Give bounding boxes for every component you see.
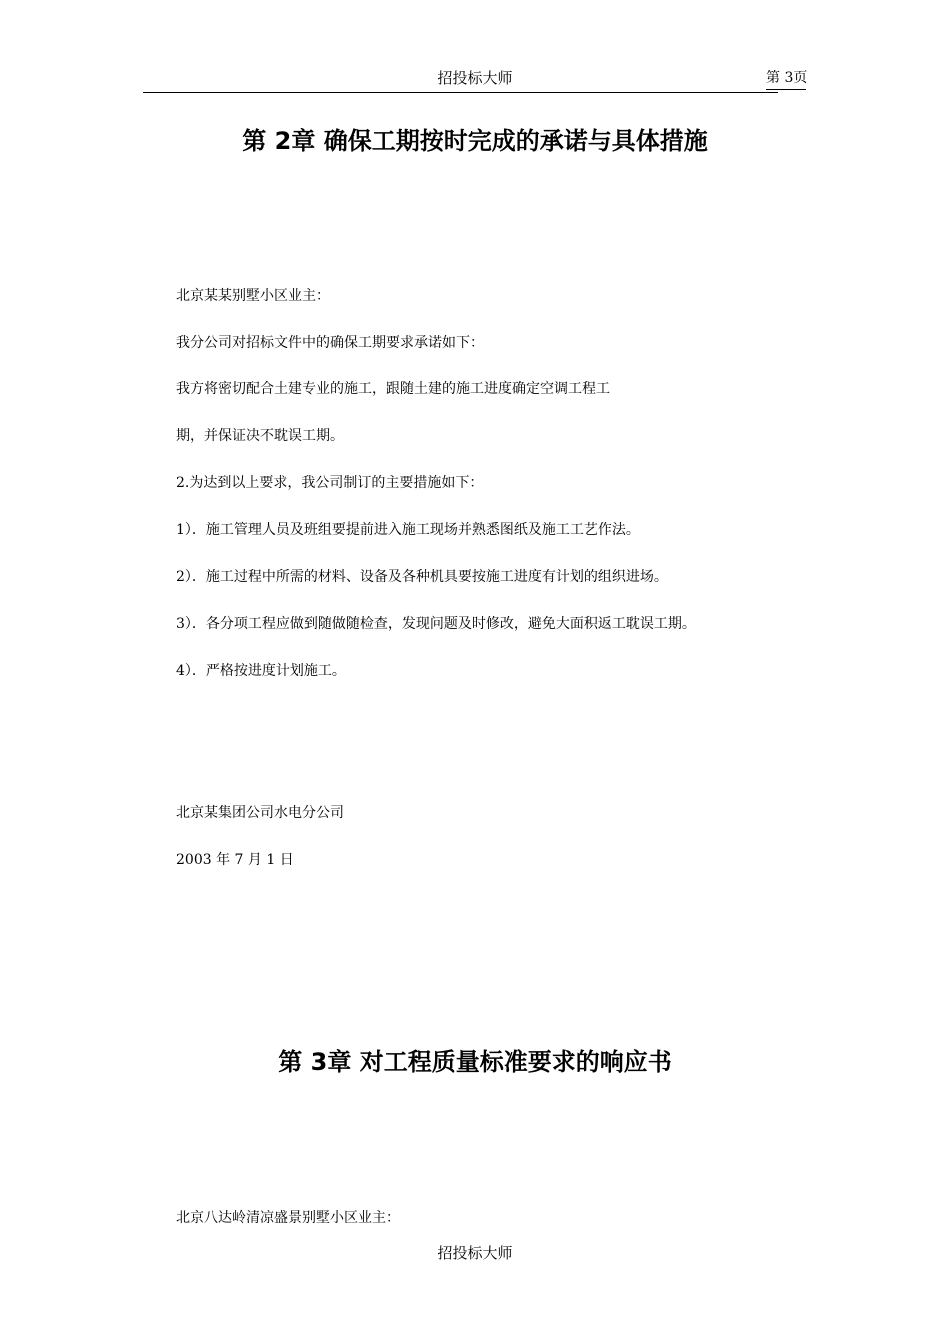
chapter-3-title: 第 3章 对工程质量标准要求的响应书 (278, 1048, 672, 1076)
page-number-underline (766, 89, 806, 90)
list-item: 3）．各分项工程应做到随做随检查，发现问题及时修改，避免大面积返工耽误工期。 (176, 616, 696, 632)
header-title: 招投标大师 (437, 69, 513, 87)
chapter-2-title: 第 2章 确保工期按时完成的承诺与具体措施 (242, 127, 708, 155)
page-footer: 招投标大师 (437, 1244, 513, 1262)
list-item: 4）．严格按进度计划施工。 (176, 663, 346, 679)
list-item: 1）．施工管理人员及班组要提前进入施工现场并熟悉图纸及施工工艺作法。 (176, 522, 640, 538)
signature: 北京某集团公司水电分公司 (176, 805, 344, 821)
paragraph: 我方将密切配合土建专业的施工，跟随土建的施工进度确定空调工程工 (176, 381, 610, 397)
list-item: 2）．施工过程中所需的材料、设备及各种机具要按施工进度有计划的组织进场。 (176, 569, 668, 585)
date: 2003 年 7 月 1 日 (176, 852, 294, 868)
paragraph: 期，并保证决不耽误工期。 (176, 428, 344, 444)
header-divider (143, 92, 778, 93)
paragraph: 我分公司对招标文件中的确保工期要求承诺如下： (176, 335, 484, 351)
paragraph: 2.为达到以上要求，我公司制订的主要措施如下： (176, 475, 484, 491)
page-number: 第 3页 (766, 70, 808, 86)
paragraph: 北京八达岭清凉盛景别墅小区业主： (176, 1210, 400, 1226)
paragraph: 北京某某别墅小区业主： (176, 288, 330, 304)
